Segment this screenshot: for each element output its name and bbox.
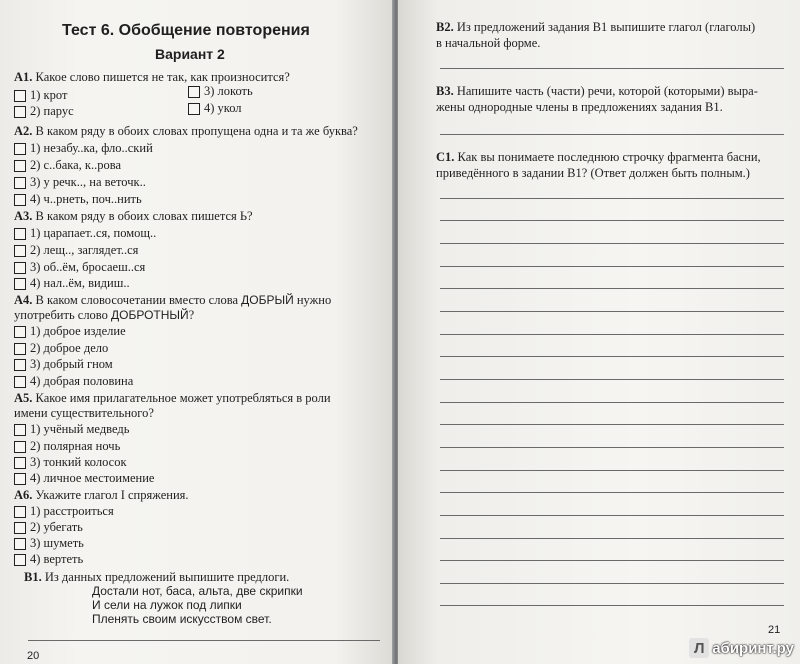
question-text: Как вы понимаете последнюю строчку фрагмента басни,	[457, 150, 761, 164]
variant-label: Вариант 2	[155, 46, 225, 62]
answer-checkbox[interactable]	[14, 245, 26, 257]
option-label: 1) крот	[30, 88, 68, 102]
question-c1	[436, 150, 761, 165]
option-label: 3) об..ём, бросаеш..ся	[30, 260, 146, 274]
option-label: 2) лещ.., заглядет..ся	[30, 243, 139, 257]
option-a5-1[interactable]	[14, 422, 129, 437]
answer-line[interactable]	[440, 560, 784, 561]
option-label: 1) учёный медведь	[30, 422, 130, 436]
answer-line[interactable]	[440, 515, 784, 516]
option-a1-3[interactable]	[188, 84, 253, 99]
question-number: В3.	[436, 84, 454, 98]
poem-line-2: И сели на лужок под липки	[92, 598, 242, 612]
answer-checkbox[interactable]	[188, 86, 200, 98]
page-number: 20	[27, 650, 40, 662]
option-a6-4[interactable]	[14, 552, 83, 567]
option-label: 3) тонкий колосок	[30, 455, 127, 469]
question-b3-line2: жены однородные члены в предложениях задания В1.	[436, 100, 723, 114]
answer-line[interactable]	[440, 288, 784, 289]
question-b2-line2: в начальной форме.	[436, 36, 541, 50]
answer-checkbox[interactable]	[14, 90, 26, 102]
question-a3	[14, 209, 253, 224]
option-label: 1) доброе изделие	[30, 324, 126, 338]
option-label: 2) с..бака, к..рова	[30, 158, 122, 172]
option-label: 2) убегать	[30, 520, 83, 534]
answer-line[interactable]	[440, 492, 784, 493]
question-text: употребить слово	[14, 308, 108, 322]
question-text: Напишите часть (части) речи, которой (которыми) выра-	[456, 84, 758, 98]
option-a2-3[interactable]	[14, 175, 146, 190]
answer-line[interactable]	[440, 379, 784, 380]
option-label: 3) у речк.., на веточк..	[30, 175, 146, 189]
answer-checkbox[interactable]	[14, 177, 26, 189]
option-a6-1[interactable]	[14, 504, 114, 519]
question-b1	[24, 570, 289, 585]
keyword: ДОБРОТНЫЙ	[111, 308, 189, 322]
answer-checkbox[interactable]	[14, 326, 26, 338]
answer-checkbox[interactable]	[14, 278, 26, 290]
poem-line-1: Достали нот, баса, альта, две скрипки	[92, 584, 303, 598]
option-label: 1) расстроиться	[30, 504, 114, 518]
option-a4-1[interactable]	[14, 324, 126, 339]
question-a5-line2: имени существительного?	[14, 406, 154, 420]
option-label: 4) укол	[204, 101, 242, 115]
answer-line[interactable]	[440, 266, 784, 267]
left-page	[0, 0, 394, 664]
answer-checkbox[interactable]	[14, 359, 26, 371]
answer-checkbox[interactable]	[14, 228, 26, 240]
option-a3-2[interactable]	[14, 243, 138, 258]
answer-checkbox[interactable]	[188, 103, 200, 115]
option-a2-1[interactable]	[14, 141, 153, 156]
answer-line[interactable]	[440, 68, 784, 69]
question-text: В каком ряду в обоих словах пишется Ь?	[35, 209, 253, 223]
answer-checkbox[interactable]	[14, 506, 26, 518]
option-label: 3) локоть	[204, 84, 253, 98]
question-text: В каком ряду в обоих словах пропущена одна и та же буква?	[35, 124, 358, 138]
question-text: В каком словосочетании вместо слова	[35, 293, 238, 307]
answer-line[interactable]	[440, 538, 784, 539]
question-number: А2.	[14, 124, 33, 138]
option-a2-2[interactable]	[14, 158, 121, 173]
option-a3-4[interactable]	[14, 276, 130, 291]
question-c1-line2: приведённого в задании В1? (Ответ должен быть полным.)	[436, 166, 750, 180]
answer-line[interactable]	[440, 356, 784, 357]
option-a1-1[interactable]	[14, 88, 67, 103]
answer-checkbox[interactable]	[14, 538, 26, 550]
answer-checkbox[interactable]	[14, 143, 26, 155]
answer-checkbox[interactable]	[14, 522, 26, 534]
answer-checkbox[interactable]	[14, 376, 26, 388]
option-label: 4) ч..рнеть, поч..нить	[30, 192, 142, 206]
question-number: В1.	[24, 570, 42, 584]
poem-line-3: Пленять своим искусством свет.	[92, 612, 272, 626]
option-label: 2) парус	[30, 104, 74, 118]
answer-line[interactable]	[440, 424, 784, 425]
answer-checkbox[interactable]	[14, 441, 26, 453]
watermark-text: абиринт.ру	[712, 639, 794, 657]
option-label: 4) личное местоимение	[30, 471, 155, 485]
question-number: В2.	[436, 20, 454, 34]
answer-line[interactable]	[440, 243, 784, 244]
option-label: 4) нал..ём, видиш..	[30, 276, 130, 290]
option-label: 2) полярная ночь	[30, 439, 121, 453]
question-number: А6.	[14, 488, 33, 502]
option-a3-3[interactable]	[14, 260, 145, 275]
question-text: Из предложений задания В1 выпишите глагол (глаголы)	[456, 20, 756, 34]
answer-checkbox[interactable]	[14, 554, 26, 566]
option-label: 1) незабу..ка, фло..ский	[30, 141, 153, 155]
option-a4-4[interactable]	[14, 374, 133, 389]
question-number: А1.	[14, 70, 33, 84]
option-a5-3[interactable]	[14, 455, 127, 470]
answer-line[interactable]	[440, 605, 784, 606]
question-text: нужно	[296, 293, 332, 307]
question-text: ?	[188, 308, 195, 322]
question-number: А4.	[14, 293, 33, 307]
option-a4-2[interactable]	[14, 341, 108, 356]
keyword: ДОБРЫЙ	[241, 293, 294, 307]
question-number: А3.	[14, 209, 33, 223]
option-a6-3[interactable]	[14, 536, 84, 551]
question-text: Какое слово пишется не так, как произносится?	[35, 70, 290, 84]
test-title: Тест 6. Обобщение повторения	[62, 22, 310, 39]
answer-line[interactable]	[440, 402, 784, 403]
question-a2	[14, 124, 358, 139]
answer-line[interactable]	[440, 134, 784, 135]
answer-checkbox[interactable]	[14, 106, 26, 118]
answer-line[interactable]	[440, 220, 784, 221]
option-label: 3) шуметь	[30, 536, 84, 550]
question-text: Укажите глагол I спряжения.	[35, 488, 189, 502]
option-a6-2[interactable]	[14, 520, 83, 535]
answer-line[interactable]	[440, 198, 784, 199]
option-label: 2) доброе дело	[30, 341, 109, 355]
question-a5	[14, 391, 331, 406]
option-a4-3[interactable]	[14, 357, 113, 372]
option-label: 1) царапает..ся, помощ..	[30, 226, 157, 240]
option-label: 3) добрый гном	[30, 357, 113, 371]
question-b3	[436, 84, 758, 99]
answer-line[interactable]	[440, 334, 784, 335]
option-a1-2[interactable]	[14, 104, 74, 119]
question-number: С1.	[436, 150, 455, 164]
answer-checkbox[interactable]	[14, 343, 26, 355]
answer-line[interactable]	[28, 640, 380, 641]
option-label: 4) добрая половина	[30, 374, 134, 388]
question-b2	[436, 20, 755, 35]
question-text: Какое имя прилагательное может употребляться в роли	[35, 391, 331, 405]
answer-checkbox[interactable]	[14, 457, 26, 469]
question-a4-line2	[14, 308, 194, 323]
question-a6	[14, 488, 189, 503]
question-text: Из данных предложений выпишите предлоги.	[44, 570, 290, 584]
question-a1	[14, 70, 290, 85]
answer-line[interactable]	[440, 583, 784, 584]
answer-line[interactable]	[440, 311, 784, 312]
answer-checkbox[interactable]	[14, 194, 26, 206]
labirint-logo-icon: Л	[689, 638, 709, 658]
labirint-watermark	[689, 638, 794, 658]
answer-line[interactable]	[440, 447, 784, 448]
option-a5-4[interactable]	[14, 471, 154, 486]
page-number: 21	[768, 624, 781, 636]
answer-checkbox[interactable]	[14, 473, 26, 485]
option-a2-4[interactable]	[14, 192, 142, 207]
question-a4	[14, 293, 331, 308]
answer-checkbox[interactable]	[14, 160, 26, 172]
answer-checkbox[interactable]	[14, 424, 26, 436]
answer-line[interactable]	[440, 470, 784, 471]
question-number: А5.	[14, 391, 33, 405]
right-page	[398, 0, 800, 664]
option-a3-1[interactable]	[14, 226, 156, 241]
option-a5-2[interactable]	[14, 439, 120, 454]
option-a1-4[interactable]	[188, 101, 242, 116]
option-label: 4) вертеть	[30, 552, 84, 566]
answer-checkbox[interactable]	[14, 262, 26, 274]
